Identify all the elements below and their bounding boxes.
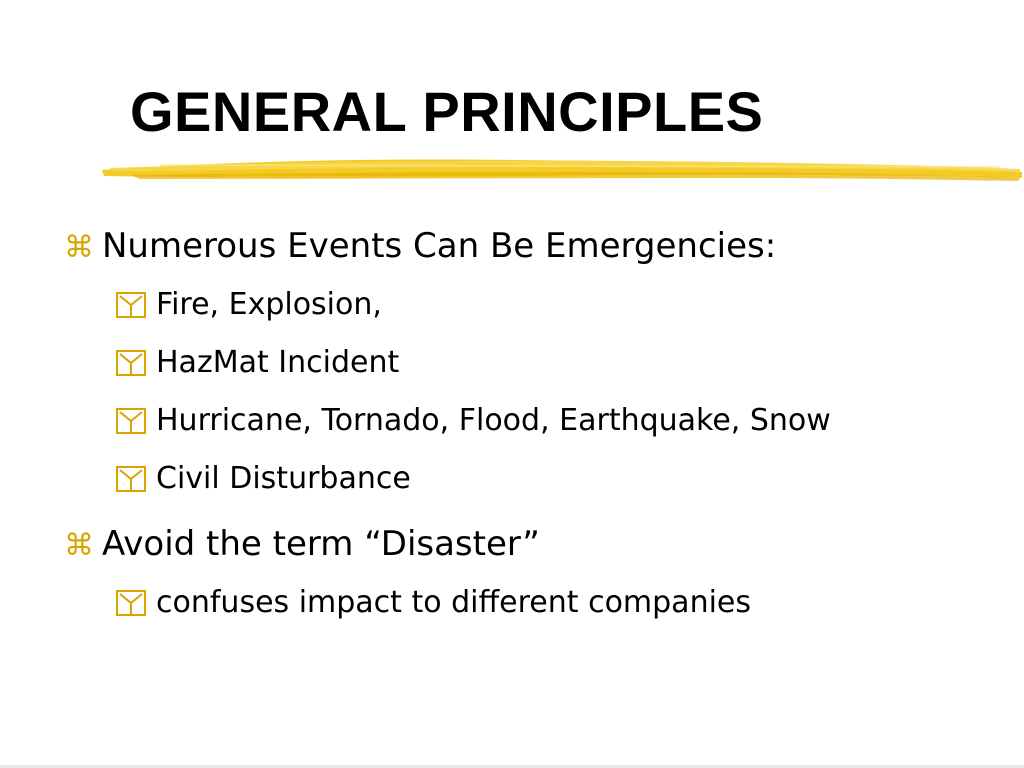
checkbox-icon [116,348,156,378]
bullet-text: confuses impact to different companies [156,585,752,620]
list-item [64,276,1014,334]
bullet-level2 [116,276,1014,334]
checkbox-icon [116,588,156,618]
bullet-level2 [116,574,1014,632]
bullet-text: Fire, Explosion, [156,287,382,322]
bullet-text: Hurricane, Tornado, Flood, Earthquake, Snow [156,403,831,438]
bullet-level2 [116,392,1014,450]
bullet-level2 [116,334,1014,392]
bullet-text: Numerous Events Can Be Emergencies: [102,226,777,266]
command-key-icon: ⌘ [64,230,94,265]
list-item [64,392,1014,450]
bullet-level1 [64,222,1014,272]
list-item [64,520,1014,570]
command-key-icon: ⌘ [64,528,94,563]
checkbox-icon [116,290,156,320]
checkbox-icon [116,406,156,436]
list-item [64,334,1014,392]
bullet-text: Civil Disturbance [156,461,411,496]
bullet-text: HazMat Incident [156,345,400,380]
checkbox-icon [116,464,156,494]
slide-title: GENERAL PRINCIPLES [130,80,764,143]
list-item [64,574,1014,632]
list-item [64,222,1014,272]
highlighter-stroke [100,148,1024,188]
bullet-level2 [116,450,1014,508]
list-item [64,450,1014,508]
bullet-list [64,222,1014,632]
bullet-text: Avoid the term “Disaster” [102,524,540,564]
bullet-level1 [64,520,1014,570]
